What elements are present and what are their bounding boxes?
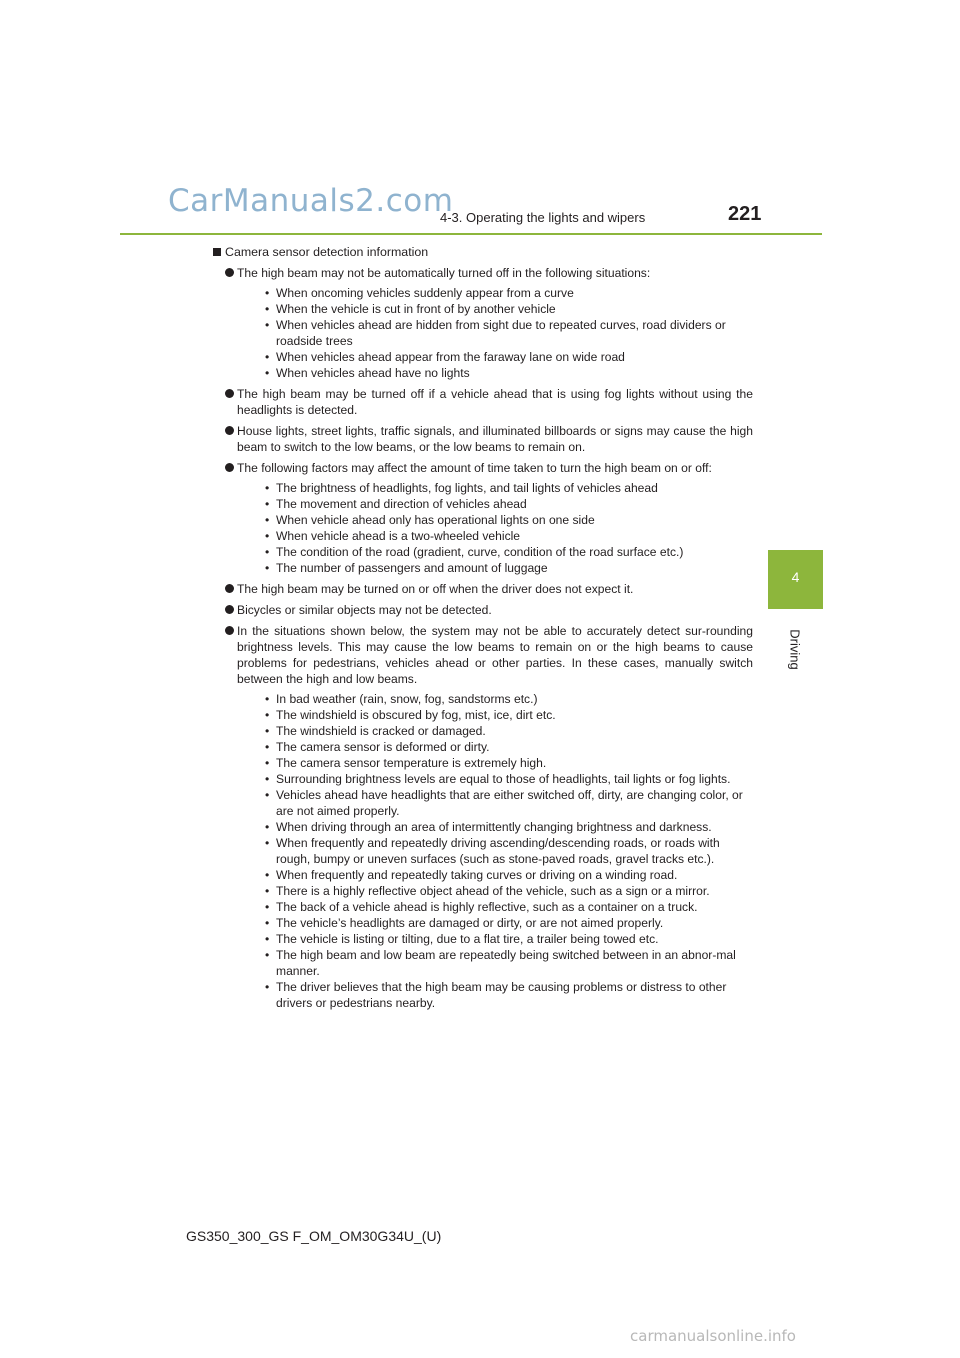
sub-item-text: The high beam and low beam are repeatedly being switched between in an abnor-mal manner. <box>276 948 736 978</box>
sub-item <box>237 755 753 771</box>
list-item <box>213 386 753 418</box>
sub-item <box>237 544 753 560</box>
circle-bullet-icon <box>225 426 234 435</box>
list-item <box>213 265 753 381</box>
item-text: The following factors may affect the amount of time taken to turn the high beam on or off: <box>237 461 712 475</box>
list-item <box>213 423 753 455</box>
circle-bullet-icon <box>225 463 234 472</box>
circle-bullet-icon <box>225 389 234 398</box>
bullet-icon: • <box>265 916 270 930</box>
sub-item <box>237 771 753 787</box>
sub-item-text: When vehicle ahead is a two-wheeled vehicle <box>276 529 521 543</box>
bullet-icon: • <box>265 932 270 946</box>
bullet-icon: • <box>265 948 270 962</box>
chapter-number: 4 <box>791 569 800 585</box>
sub-item <box>237 867 753 883</box>
sub-list <box>237 691 753 1011</box>
section-heading <box>213 244 753 260</box>
square-bullet-icon <box>213 248 221 256</box>
sub-item-text: When vehicles ahead are hidden from sight due to repeated curves, road dividers or roadside trees <box>276 318 726 348</box>
bullet-icon: • <box>265 836 270 850</box>
list-item <box>213 581 753 597</box>
sub-item <box>237 899 753 915</box>
sub-item-text: When the vehicle is cut in front of by another vehicle <box>276 302 556 316</box>
bullet-icon: • <box>265 868 270 882</box>
footer-code: GS350_300_GS F_OM_OM30G34U_(U) <box>186 1228 442 1244</box>
bullet-icon: • <box>265 302 270 316</box>
bullet-icon: • <box>265 708 270 722</box>
sub-item-text: The windshield is cracked or damaged. <box>276 724 486 738</box>
page-number: 221 <box>728 203 762 225</box>
sub-item-text: When vehicle ahead only has operational lights on one side <box>276 513 595 527</box>
sub-item <box>237 365 753 381</box>
bullet-icon: • <box>265 756 270 770</box>
bullet-icon: • <box>265 740 270 754</box>
sub-item-text: The windshield is obscured by fog, mist, ice, dirt etc. <box>276 708 556 722</box>
bullet-icon: • <box>265 900 270 914</box>
sub-item <box>237 691 753 707</box>
watermark-logo: CarManuals2.com <box>168 183 454 219</box>
item-text: The high beam may not be automatically turned off in the following situations: <box>237 266 651 280</box>
bullet-icon: • <box>265 318 270 332</box>
main-content <box>213 244 753 1011</box>
section-title: 4-3. Operating the lights and wipers <box>440 210 646 225</box>
circle-bullet-icon <box>225 584 234 593</box>
sub-item <box>237 317 753 349</box>
sub-item <box>237 285 753 301</box>
list-item <box>213 460 753 576</box>
sub-item-text: In bad weather (rain, snow, fog, sandstorms etc.) <box>276 692 538 706</box>
sub-item-text: The driver believes that the high beam may be causing problems or distress to other drivers or pedestrians nearby. <box>276 980 727 1010</box>
sub-item <box>237 835 753 867</box>
bullet-icon: • <box>265 772 270 786</box>
bullet-icon: • <box>265 980 270 994</box>
sub-list <box>237 285 753 381</box>
sub-item <box>237 560 753 576</box>
sub-item <box>237 723 753 739</box>
sub-item-text: The movement and direction of vehicles ahead <box>276 497 527 511</box>
chapter-label: Driving <box>787 629 803 670</box>
sub-item <box>237 301 753 317</box>
item-text: House lights, street lights, traffic signals, and illuminated billboards or signs may cause the high beam to switch to the low beams, or the low beams to remain on. <box>237 424 753 454</box>
sub-item <box>237 528 753 544</box>
sub-item-text: When driving through an area of intermittently changing brightness and darkness. <box>276 820 712 834</box>
sub-item <box>237 787 753 819</box>
bullet-icon: • <box>265 545 270 559</box>
bullet-icon: • <box>265 529 270 543</box>
sub-item-text: When oncoming vehicles suddenly appear from a curve <box>276 286 574 300</box>
item-text: In the situations shown below, the system may not be able to accurately detect sur-rounding brightness levels. This may cause the low beams to remain on or the high beams to cause problems for pedestrians, vehicles ahead or other parties. In these cases, manually switch between the high and low beams. <box>237 624 753 686</box>
sub-item-text: When frequently and repeatedly taking curves or driving on a winding road. <box>276 868 678 882</box>
sub-item-text: When vehicles ahead appear from the faraway lane on wide road <box>276 350 625 364</box>
sub-item-text: There is a highly reflective object ahead of the vehicle, such as a sign or a mirror. <box>276 884 710 898</box>
sub-item <box>237 915 753 931</box>
bullet-icon: • <box>265 692 270 706</box>
sub-item <box>237 979 753 1011</box>
sub-item-text: The brightness of headlights, fog lights, and tail lights of vehicles ahead <box>276 481 658 495</box>
sub-item <box>237 512 753 528</box>
sub-item-text: The back of a vehicle ahead is highly reflective, such as a container on a truck. <box>276 900 698 914</box>
sub-item <box>237 480 753 496</box>
sub-item-text: The vehicle is listing or tilting, due to a flat tire, a trailer being towed etc. <box>276 932 659 946</box>
bullet-icon: • <box>265 286 270 300</box>
bullet-icon: • <box>265 497 270 511</box>
bullet-icon: • <box>265 481 270 495</box>
bullet-icon: • <box>265 350 270 364</box>
circle-bullet-icon <box>225 605 234 614</box>
sub-item-text: The number of passengers and amount of luggage <box>276 561 548 575</box>
sub-item-text: The condition of the road (gradient, curve, condition of the road surface etc.) <box>276 545 684 559</box>
header-divider <box>120 233 822 235</box>
sub-item <box>237 819 753 835</box>
bullet-icon: • <box>265 561 270 575</box>
bullet-icon: • <box>265 820 270 834</box>
sub-item <box>237 349 753 365</box>
sub-item-text: Surrounding brightness levels are equal to those of headlights, tail lights or fog lights. <box>276 772 731 786</box>
item-text: The high beam may be turned off if a vehicle ahead that is using fog lights without using the headlights is detected. <box>237 387 753 417</box>
sub-item-text: When frequently and repeatedly driving ascending/descending roads, or roads with rough, bumpy or uneven surfaces (such as stone-paved roads, gravel tracks etc.). <box>276 836 720 866</box>
bullet-icon: • <box>265 513 270 527</box>
bullet-icon: • <box>265 788 270 802</box>
sub-item-text: The camera sensor temperature is extremely high. <box>276 756 547 770</box>
item-text: Bicycles or similar objects may not be detected. <box>237 603 492 617</box>
bullet-icon: • <box>265 724 270 738</box>
sub-item <box>237 496 753 512</box>
bullet-icon: • <box>265 366 270 380</box>
item-text: The high beam may be turned on or off when the driver does not expect it. <box>237 582 634 596</box>
sub-item <box>237 931 753 947</box>
sub-item-text: Vehicles ahead have headlights that are either switched off, dirty, are changing color, or are not aimed properly. <box>276 788 743 818</box>
sub-item <box>237 947 753 979</box>
list-item <box>213 602 753 618</box>
sub-item <box>237 707 753 723</box>
sub-item-text: The vehicle’s headlights are damaged or dirty, or are not aimed properly. <box>276 916 664 930</box>
watermark-footer: carmanualsonline.info <box>630 1327 796 1345</box>
sub-item <box>237 883 753 899</box>
list-item <box>213 623 753 1011</box>
sub-item-text: When vehicles ahead have no lights <box>276 366 470 380</box>
sub-item <box>237 739 753 755</box>
circle-bullet-icon <box>225 626 234 635</box>
sub-item-text: The camera sensor is deformed or dirty. <box>276 740 490 754</box>
sub-list <box>237 480 753 576</box>
item-list <box>213 265 753 1011</box>
bullet-icon: • <box>265 884 270 898</box>
circle-bullet-icon <box>225 268 234 277</box>
heading-text: Camera sensor detection information <box>225 245 429 259</box>
